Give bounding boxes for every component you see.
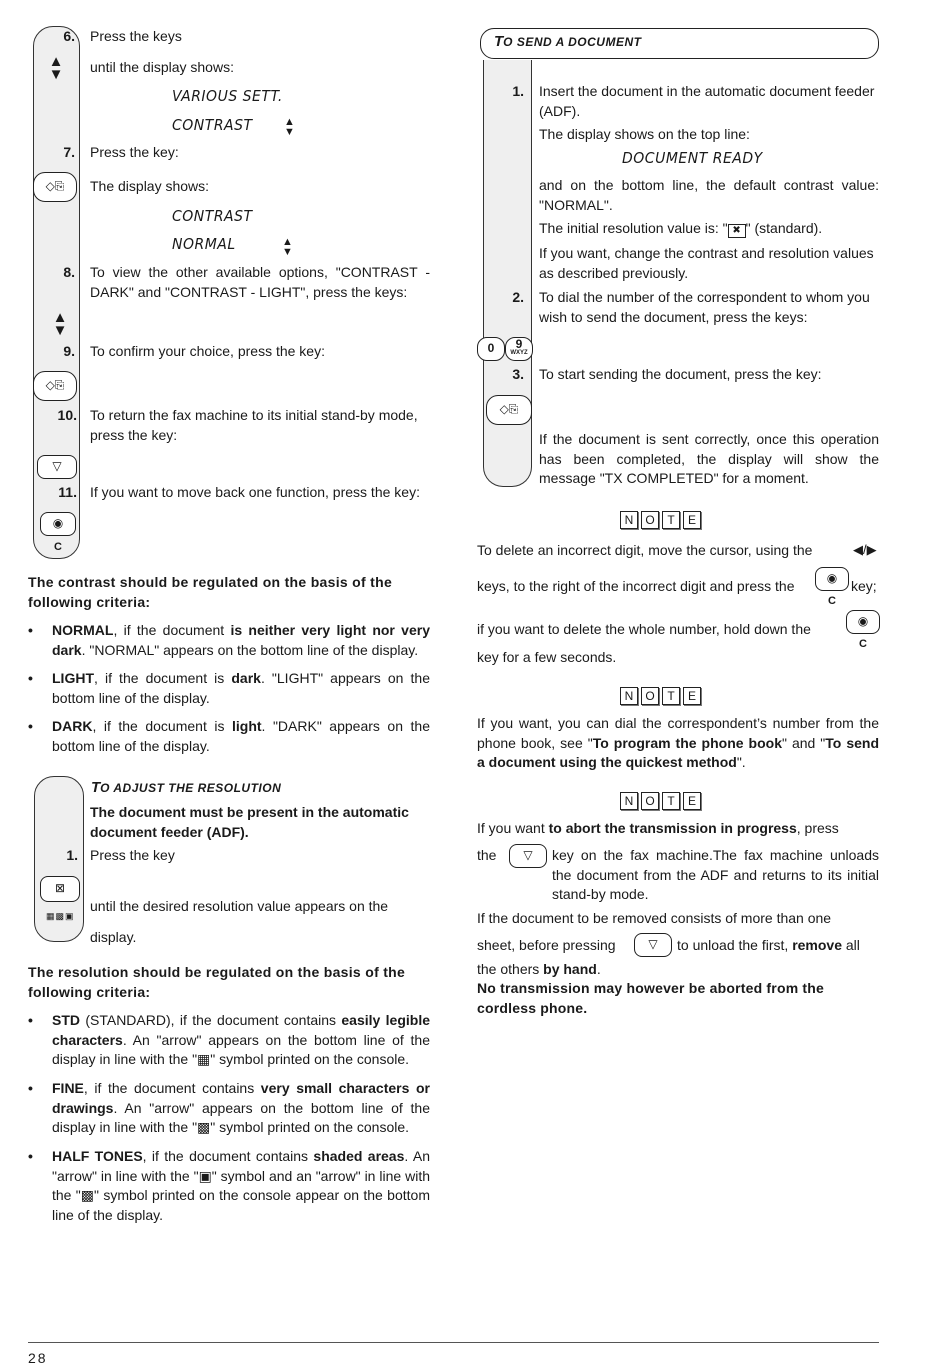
resolution-criteria-heading: The resolution should be regulated on the basis of the following criteria: bbox=[28, 964, 406, 1000]
bullet-text: . "DARK" appears on the bottom line of the display. bbox=[52, 718, 430, 754]
clear-key-icon[interactable]: ◉ bbox=[40, 512, 76, 536]
step-number: 11. bbox=[58, 484, 77, 500]
key-9-icon[interactable]: 9 WXYZ bbox=[505, 337, 533, 361]
step-text: To start sending the document, press the key: bbox=[539, 366, 822, 382]
step-number: 8. bbox=[63, 264, 75, 280]
key-c-label: C bbox=[54, 541, 62, 553]
note-text: key for a few seconds. bbox=[477, 649, 617, 665]
display-arrows-icon: ▲ ▼ bbox=[284, 116, 295, 138]
bullet-emphasis: dark bbox=[231, 670, 261, 686]
key-c-label: C bbox=[859, 638, 867, 650]
steps-rail bbox=[33, 26, 80, 559]
note-text: to unload the first, remove all bbox=[677, 937, 860, 953]
display-arrows-icon: ▲ ▼ bbox=[282, 236, 293, 258]
cursor-arrows-icon: ◀/▶ bbox=[853, 542, 877, 557]
up-down-arrow-keys-icon[interactable]: ▲ ▼ bbox=[52, 309, 68, 339]
clear-key-icon[interactable]: ◉ bbox=[846, 610, 880, 634]
bullet-dot: • bbox=[28, 622, 33, 638]
clear-key-icon[interactable]: ◉ bbox=[815, 567, 849, 591]
note-text: key; bbox=[851, 578, 877, 594]
step-text: To confirm your choice, press the key: bbox=[90, 343, 325, 359]
step-number: 1. bbox=[66, 847, 78, 863]
bullet-emphasis: is neither very light nor very dark bbox=[52, 622, 430, 658]
step-text: If you want to move back one function, press the key: bbox=[90, 484, 420, 500]
step-text: Press the keys bbox=[90, 28, 182, 44]
step-number: 6. bbox=[63, 28, 75, 44]
contrast-bullet-dark bbox=[52, 717, 430, 756]
contrast-criteria-heading: The contrast should be regulated on the basis of the following criteria: bbox=[28, 574, 393, 610]
bullet-text: , if the document bbox=[113, 622, 231, 638]
page-number: 28 bbox=[28, 1350, 48, 1366]
note-text: If you want to abort the transmission in progress, press bbox=[477, 820, 839, 836]
note-text: if you want to delete the whole number, hold down the bbox=[477, 621, 811, 637]
step-number: 9. bbox=[63, 343, 75, 359]
start-key-icon[interactable]: ◇⎘ bbox=[33, 371, 77, 401]
resolution-key-icon[interactable]: ⊠ bbox=[40, 876, 80, 902]
start-key-icon[interactable]: ◇⎘ bbox=[33, 172, 77, 202]
resolution-symbols-icon: ▦▩▣ bbox=[46, 911, 75, 921]
step-text: Press the key bbox=[90, 847, 175, 863]
bullet-dot: • bbox=[28, 670, 33, 686]
note-text: the bbox=[477, 847, 497, 863]
step-text: The display shows: bbox=[90, 178, 210, 194]
bullet-text: , if the document is bbox=[92, 718, 232, 734]
step-text: Insert the document in the automatic document feeder (ADF). bbox=[539, 83, 875, 119]
section-title-adjust-resolution: TO ADJUST THE RESOLUTION bbox=[91, 779, 282, 796]
std-symbol-icon: ▦ bbox=[197, 1051, 211, 1067]
step-text: and on the bottom line, the default contrast value: "NORMAL". bbox=[539, 177, 879, 213]
bullet-dot: • bbox=[28, 718, 33, 734]
step-result: If the document is sent correctly, once this operation has been completed, the display will show the message "TX COMPLETED" for a moment. bbox=[539, 431, 879, 486]
note-text: the others by hand. bbox=[477, 961, 601, 977]
step-text: The initial resolution value is: " ✖ " (standard). bbox=[539, 220, 823, 236]
stop-key-icon[interactable]: ▽ bbox=[509, 844, 547, 868]
std-symbol-icon: ✖ bbox=[728, 224, 746, 238]
display-text: NORMAL bbox=[172, 236, 236, 254]
note-text: key on the fax machine.The fax machine unloads the document from the ADF and returns to its initial stand-by mode. bbox=[552, 847, 879, 902]
resolution-intro: The document must be present in the automatic document feeder (ADF). bbox=[90, 804, 409, 840]
step-text: To view the other available options, "CONTRAST - DARK" and "CONTRAST - LIGHT", press the keys: bbox=[90, 264, 430, 300]
resolution-bullet-halftones: HALF TONES, if the document contains shaded areas. An "arrow" in line with the "▣" symbol and an "arrow" in line with the "▩" symbol printed on the console appear on the bottom line of the display. bbox=[52, 1148, 430, 1223]
bullet-dot: • bbox=[28, 1080, 33, 1096]
bullet-term: NORMAL bbox=[52, 622, 114, 638]
key-0-icon[interactable]: 0 bbox=[477, 337, 505, 361]
note-text: To delete an incorrect digit, move the cursor, using the bbox=[477, 542, 813, 558]
bullet-text: , if the document is bbox=[94, 670, 232, 686]
step-number: 2. bbox=[512, 289, 524, 305]
step-number: 3. bbox=[512, 366, 524, 382]
bullet-emphasis: light bbox=[232, 718, 262, 734]
start-key-icon[interactable]: ◇⎘ bbox=[486, 395, 532, 425]
step-text: The display shows on the top line: bbox=[539, 126, 750, 142]
step-text: until the display shows: bbox=[90, 59, 234, 75]
halftone-symbol-icon: ▣ bbox=[198, 1167, 212, 1184]
display-text: CONTRAST bbox=[172, 117, 253, 135]
up-down-arrow-keys-icon[interactable]: ▲ ▼ bbox=[48, 53, 64, 83]
bullet-term: DARK bbox=[52, 718, 93, 734]
note-label: N O T E bbox=[620, 687, 701, 705]
bullet-dot: • bbox=[28, 1148, 33, 1164]
footer-rule bbox=[28, 1342, 879, 1343]
bullet-dot: • bbox=[28, 1012, 33, 1028]
display-text: DOCUMENT READY bbox=[622, 150, 763, 168]
step-number: 10. bbox=[57, 407, 77, 423]
display-text: CONTRAST bbox=[172, 208, 253, 226]
fine-symbol-icon: ▩ bbox=[197, 1119, 211, 1135]
note-label: N O T E bbox=[620, 511, 701, 529]
note-text: If the document to be removed consists of more than one bbox=[477, 910, 832, 926]
step-number: 1. bbox=[512, 83, 524, 99]
stop-key-icon[interactable]: ▽ bbox=[37, 455, 77, 479]
step-text: To return the fax machine to its initial stand-by mode, press the key: bbox=[90, 407, 418, 443]
note-text: keys, to the right of the incorrect digit and press the bbox=[477, 578, 795, 594]
resolution-bullet-std: STD (STANDARD), if the document contains easily legible characters. An "arrow" appears on the bottom line of the display in line with the "▦" symbol printed on the console. bbox=[52, 1012, 430, 1067]
display-text: VARIOUS SETT. bbox=[172, 88, 283, 106]
bullet-text: . "LIGHT" appears on the bottom line of the display. bbox=[52, 670, 430, 706]
stop-key-icon[interactable]: ▽ bbox=[634, 933, 672, 957]
step-number: 7. bbox=[63, 144, 75, 160]
bullet-term: LIGHT bbox=[52, 670, 94, 686]
bullet-text: . "NORMAL" appears on the bottom line of the display. bbox=[81, 641, 419, 658]
step-text: To dial the number of the correspondent to whom you wish to send the document, press the keys: bbox=[539, 289, 870, 325]
key-c-label: C bbox=[828, 595, 836, 607]
step-text: If you want, change the contrast and resolution values as described previously. bbox=[539, 245, 874, 281]
note-label: N O T E bbox=[620, 792, 701, 810]
step-text: Press the key: bbox=[90, 144, 179, 160]
note-warning: No transmission may however be aborted from the cordless phone. bbox=[477, 980, 825, 1016]
contrast-bullet-normal bbox=[52, 621, 430, 660]
step-text: until the desired resolution value appears on the display. bbox=[90, 898, 389, 945]
note-text: sheet, before pressing bbox=[477, 937, 616, 953]
section-title-send-document: TO SEND A DOCUMENT bbox=[494, 33, 642, 50]
contrast-bullet-light bbox=[52, 669, 430, 708]
resolution-bullet-fine: FINE, if the document contains very small characters or drawings. An "arrow" appears on the bottom line of the display in line with the "▩" symbol printed on the console. bbox=[52, 1080, 430, 1135]
note-text: If you want, you can dial the correspondent’s number from the phone book, see "To program the phone book" and "To send a document using the quickest method". bbox=[477, 715, 880, 770]
